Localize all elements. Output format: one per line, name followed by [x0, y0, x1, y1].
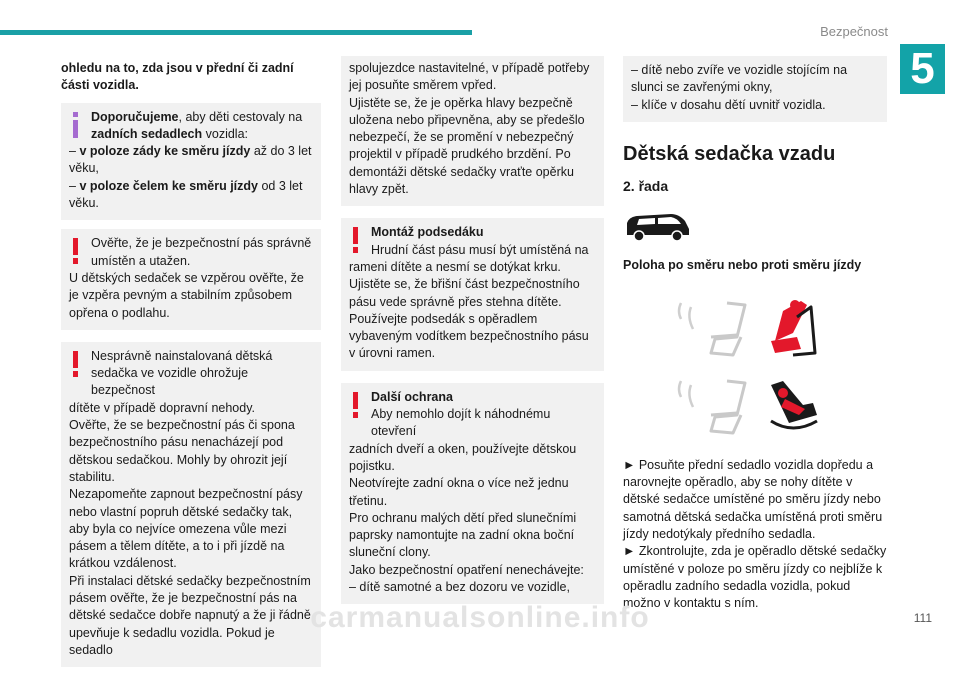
- booster-p1: rameni dítěte a nesmí se dotýkat krku.: [349, 259, 561, 274]
- top-accent-bar: [0, 30, 472, 35]
- column-1: [61, 60, 321, 676]
- intro-text: ohledu na to, zda jsou v přední či zadní části vozidla.: [61, 61, 294, 93]
- recommend-bold: Doporučujeme: [91, 109, 179, 124]
- headrest-box: [341, 56, 604, 206]
- chapter-number: 5: [900, 44, 945, 94]
- rear-seats-rest: vozidla:: [202, 126, 249, 141]
- info-box: [61, 103, 321, 221]
- box1-p1: spolujezdce nastavitelné, v případě potřeby jej posuňte směrem vpřed.: [349, 61, 590, 93]
- warning-icon: [349, 392, 363, 418]
- protection-p1: zadních dveří a oken, používejte dětskou pojistku.: [349, 441, 577, 473]
- warning-icon: [69, 351, 83, 377]
- section-title: Bezpečnost: [820, 24, 888, 39]
- warn2-p3: Nezapomeňte zapnout bezpečnostní pásy nebo vlastní popruh dětské sedačky tak, aby byla co nejvíce omezena vůle mezi pásem a tělem dítěte, a to i při jízdě na krátkou vzdálenost.: [69, 487, 303, 571]
- warn1-rest: U dětských sedaček se vzpěrou ověřte, že je vzpěra pevným a stabilním způsobem opřena o podlahu.: [69, 270, 304, 320]
- watermark: carmanualsonline.info: [310, 601, 650, 634]
- info-item-1: – v poloze zády ke směru jízdy až do 3 let věku,: [69, 144, 312, 176]
- protection-title: Další ochrana: [371, 389, 453, 404]
- rear-seat-heading: Dětská sedačka vzadu: [623, 142, 836, 165]
- booster-box: [341, 218, 604, 370]
- row-2-heading: 2. řada: [623, 178, 669, 195]
- recommend-rest: , aby děti cestovaly na: [178, 109, 303, 124]
- step-1: ► Posuňte přední sedadlo vozidla dopředu a narovnejte opěradlo, aby se nohy dítěte v dětské sedačce umístěné po směru jízdy nebo samotná dětská sedačka umístěná proti směru jízdy nedotýkaly předního sedadla.: [623, 457, 883, 541]
- protection-first: Aby nemohlo dojít k náhodnému otevření: [371, 407, 551, 439]
- precaution-p2: – klíče v dosahu dětí uvnitř vozidla.: [631, 97, 826, 112]
- column-3: [623, 56, 887, 612]
- warning-icon: [349, 227, 363, 253]
- info-item-2: – v poloze čelem ke směru jízdy od 3 let věku.: [69, 178, 303, 211]
- warn2-p1: dítěte v případě dopravní nehody.: [69, 400, 256, 415]
- protection-p3: Pro ochranu malých dětí před slunečními paprsky namontujte na zadní okna boční sluneční clony.: [349, 510, 577, 560]
- position-title: Poloha po směru nebo proti směru jízdy: [623, 258, 862, 273]
- rear-seats-bold: zadních sedadlech: [91, 126, 203, 141]
- booster-p2: Ujistěte se, že břišní část bezpečnostního pásu vede správně přes stehna dítěte.: [349, 277, 580, 309]
- warn1-first: Ověřte, že je bezpečnostní pás správně umístěn a utažen.: [91, 236, 312, 268]
- column-2: [341, 56, 604, 613]
- warning-icon: [69, 238, 83, 264]
- step-2: ► Zkontrolujte, zda je opěradlo dětské sedačky umístěné v poloze po směru jízdy co nejblíže k opěradlu zadního sedadla vozidla, pokud možno v kontaktu s ním.: [623, 544, 887, 611]
- info-icon: [69, 112, 83, 138]
- warning-box-belt: [61, 229, 321, 329]
- protection-p5: – dítě samotné a bez dozoru ve vozidle,: [349, 580, 570, 595]
- protection-p4: Jako bezpečnostní opatření nenechávejte:: [349, 562, 584, 577]
- precaution-box: [623, 56, 887, 122]
- booster-first: Hrudní část pásu musí být umístěná na: [371, 242, 589, 257]
- protection-p2: Neotvírejte zadní okna o více než jednu třetinu.: [349, 476, 569, 508]
- booster-title: Montáž podsedáku: [371, 225, 484, 240]
- warn2-first: Nesprávně nainstalovaná dětská sedačka ve vozidle ohrožuje bezpečnost: [91, 348, 273, 398]
- box1-p3: Ujistěte se, že je opěrka hlavy bezpečně uložena nebo připevněna, aby se předešlo nebezpečí, že se promění v nebezpečný projektil v případě prudkého brzdění. Po demontáži dětské sedačky vraťte opěrku hlavy zpět.: [349, 95, 585, 197]
- page-number: 111: [913, 611, 932, 625]
- forward-facing-seat-icon: [671, 297, 821, 359]
- protection-box: [341, 383, 604, 605]
- van-icon: [621, 209, 693, 243]
- precaution-p1: – dítě nebo zvíře ve vozidle stojícím na slunci se zavřenými okny,: [631, 63, 848, 95]
- warn2-p2: Ověřte, že se bezpečnostní pás či spona bezpečnostního pásu nenacházejí pod dětskou sedačkou. Mohly by ohrozit její stabilitu.: [69, 418, 295, 484]
- rear-facing-seat-icon: [671, 375, 821, 437]
- warn2-p4: Při instalaci dětské sedačky bezpečnostním pásem ověřte, že je bezpečnostní pás na dětské sedačce dobře napnutý a že ji řádně upevňuje k sedadlu vozidla. Pokud je sedadlo: [69, 573, 311, 657]
- booster-p3: Používejte podsedák s opěradlem vybaveným vodítkem bezpečnostního pásu v úrovni ramen.: [349, 311, 589, 361]
